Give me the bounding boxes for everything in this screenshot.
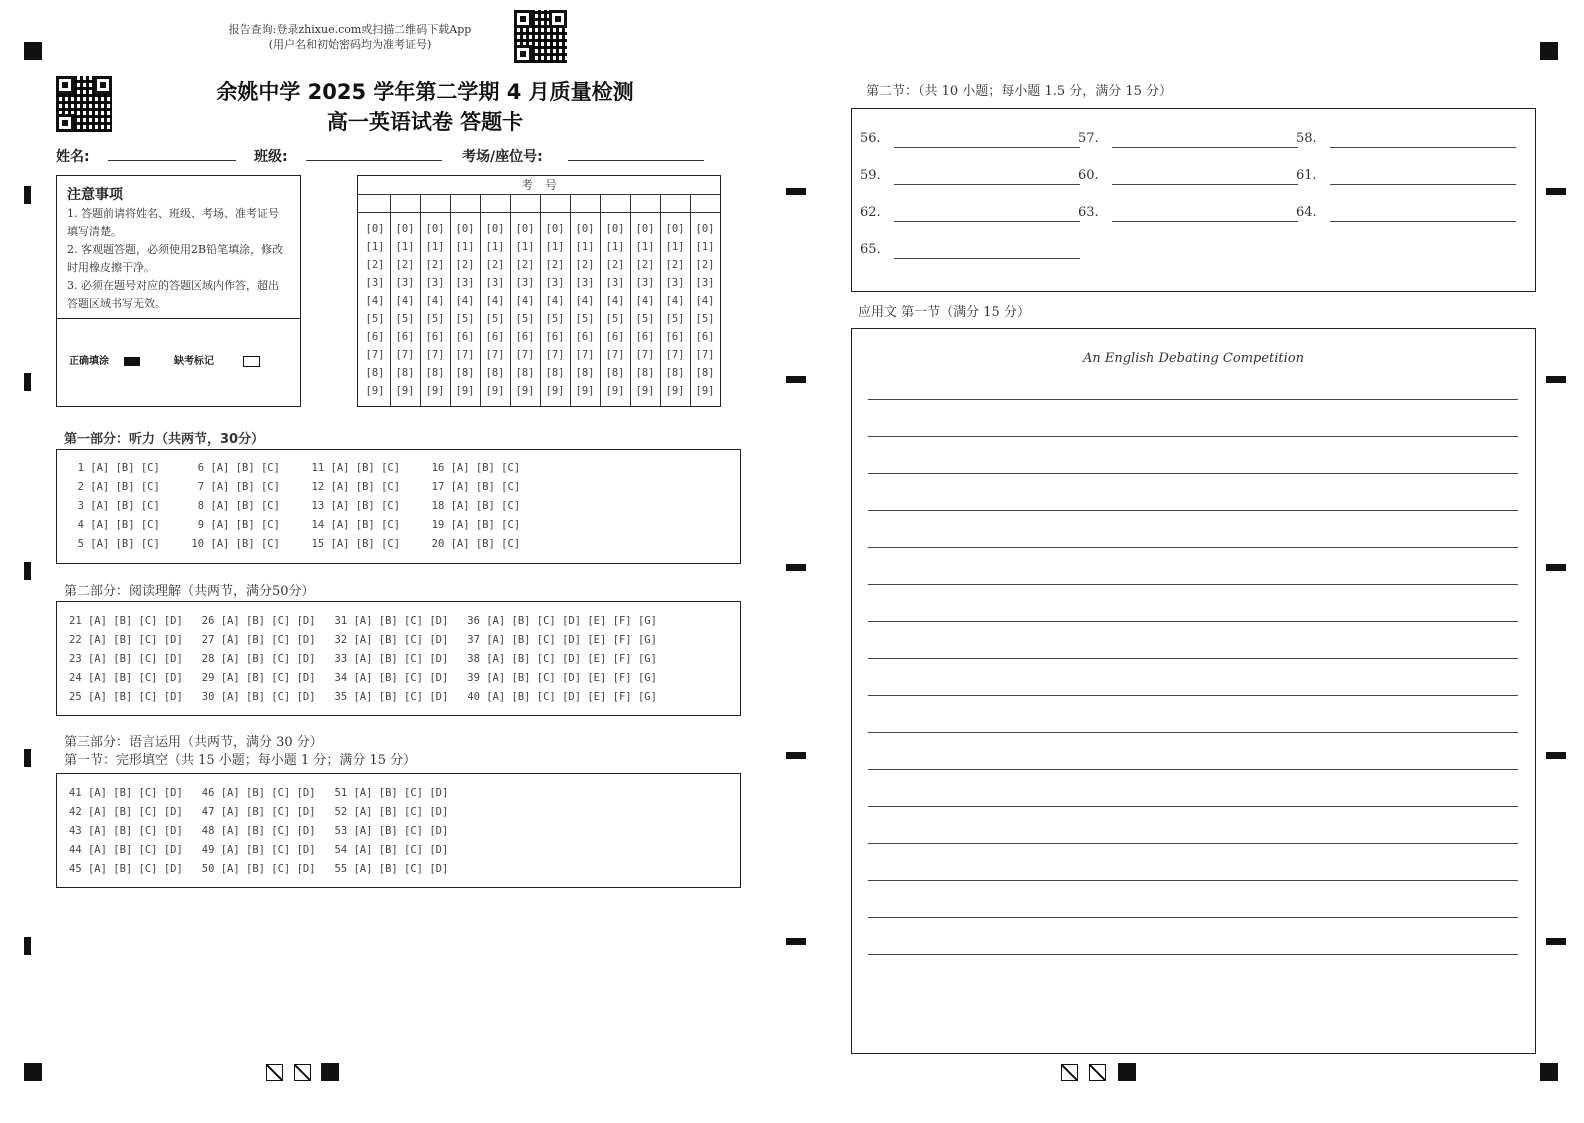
side-mark (24, 562, 31, 580)
timing-mark (1546, 938, 1566, 945)
blank-number: 59. (860, 168, 881, 183)
part2-heading: 第二部分：阅读理解（共两节，满分50分） (64, 584, 315, 599)
absent-checkbox[interactable] (243, 356, 260, 367)
exam-number-column (630, 220, 660, 400)
digit-bubble[interactable]: [2] (665, 259, 685, 271)
digit-bubble[interactable]: [9] (425, 385, 445, 397)
part3-box (56, 773, 741, 888)
writing-box (851, 328, 1536, 1054)
side-mark (24, 186, 31, 204)
digit-bubble[interactable]: [7] (455, 349, 475, 361)
option-row[interactable]: 1 [A] [B] [C] 6 [A] [B] [C] 11 [A] [B] [C] 16 [A] [B] [C] (65, 462, 521, 474)
digit-bubble[interactable]: [6] (365, 331, 385, 343)
blank-answer-line[interactable] (894, 207, 1080, 222)
digit-bubble[interactable]: [1] (695, 241, 715, 253)
blank-answer-line[interactable] (894, 244, 1080, 259)
writing-line[interactable] (868, 695, 1518, 696)
digit-bubble[interactable]: [6] (665, 331, 685, 343)
digit-bubble[interactable]: [6] (545, 331, 565, 343)
digit-bubble[interactable]: [7] (485, 349, 505, 361)
writing-title: An English Debating Competition (1082, 351, 1305, 366)
exam-number-column (510, 220, 540, 400)
notice-item: 1. 答题前请将姓名、班级、考场、准考证号填写清楚。 (67, 207, 279, 238)
digit-bubble[interactable]: [0] (485, 223, 505, 235)
absent-label: 缺考标记 (173, 356, 214, 367)
option-row[interactable]: 41 [A] [B] [C] [D] 46 [A] [B] [C] [D] 51 [A] [B] [C] [D] (69, 787, 449, 799)
blank-answer-line[interactable] (1330, 170, 1516, 185)
notice-box (56, 175, 301, 407)
footer-mark-right (1118, 1063, 1136, 1081)
digit-bubble[interactable]: [3] (395, 277, 415, 289)
digit-bubble[interactable]: [8] (635, 367, 655, 379)
blank-number: 58. (1296, 131, 1317, 146)
digit-bubble[interactable]: [9] (395, 385, 415, 397)
option-row[interactable]: 24 [A] [B] [C] [D] 29 [A] [B] [C] [D] 34 [A] [B] [C] [D] 39 [A] [B] [C] [D] [E] [F] [G] (69, 672, 657, 684)
notice-title: 注意事项 (67, 187, 123, 203)
digit-bubble[interactable]: [7] (575, 349, 595, 361)
class-field[interactable] (306, 146, 442, 161)
title-line1: 余姚中学 2025 学年第二学期 4 月质量检测 (216, 80, 634, 104)
option-row[interactable]: 22 [A] [B] [C] [D] 27 [A] [B] [C] [D] 32 [A] [B] [C] [D] 37 [A] [B] [C] [D] [E] [F] [G] (69, 634, 657, 646)
footer-mark-left (321, 1063, 339, 1081)
corner-mark-bottom-left (24, 1063, 42, 1081)
exam-number-write-row[interactable] (358, 194, 720, 213)
writing-line[interactable] (868, 547, 1518, 548)
digit-bubble[interactable]: [0] (545, 223, 565, 235)
corner-mark-bottom-right (1540, 1063, 1558, 1081)
digit-bubble[interactable]: [5] (665, 313, 685, 325)
digit-bubble[interactable]: [2] (635, 259, 655, 271)
option-row[interactable]: 5 [A] [B] [C] 10 [A] [B] [C] 15 [A] [B] [C] 20 [A] [B] [C] (65, 538, 521, 550)
correct-fill-label: 正确填涂 (69, 356, 109, 367)
timing-mark (1546, 188, 1566, 195)
digit-bubble[interactable]: [6] (695, 331, 715, 343)
writing-line[interactable] (868, 510, 1518, 511)
option-row[interactable]: 4 [A] [B] [C] 9 [A] [B] [C] 14 [A] [B] [C] 19 [A] [B] [C] (65, 519, 521, 531)
timing-mark (1546, 752, 1566, 759)
writing-line[interactable] (868, 917, 1518, 918)
digit-bubble[interactable]: [1] (605, 241, 625, 253)
timing-mark (1546, 376, 1566, 383)
digit-bubble[interactable]: [6] (635, 331, 655, 343)
blank-number: 57. (1078, 131, 1099, 146)
digit-bubble[interactable]: [9] (665, 385, 685, 397)
qr-code-student (56, 76, 112, 132)
digit-bubble[interactable]: [9] (605, 385, 625, 397)
digit-bubble[interactable]: [5] (545, 313, 565, 325)
title-line2: 高一英语试卷 答题卡 (326, 110, 524, 134)
digit-bubble[interactable]: [0] (605, 223, 625, 235)
notice-list (67, 205, 287, 313)
digit-bubble[interactable]: [9] (485, 385, 505, 397)
footer-slash-box (1061, 1064, 1078, 1081)
side-mark (24, 373, 31, 391)
digit-bubble[interactable]: [4] (515, 295, 535, 307)
digit-bubble[interactable]: [8] (515, 367, 535, 379)
digit-bubble[interactable]: [3] (545, 277, 565, 289)
exam-number-column (480, 220, 510, 400)
digit-bubble[interactable]: [4] (575, 295, 595, 307)
digit-bubble[interactable]: [0] (635, 223, 655, 235)
part2-box (56, 601, 741, 716)
exam-number-column (420, 220, 450, 400)
digit-bubble[interactable]: [3] (485, 277, 505, 289)
digit-bubble[interactable]: [8] (665, 367, 685, 379)
report-hint (200, 22, 500, 52)
digit-bubble[interactable]: [9] (695, 385, 715, 397)
option-row[interactable]: 43 [A] [B] [C] [D] 48 [A] [B] [C] [D] 53 [A] [B] [C] [D] (69, 825, 449, 837)
digit-bubble[interactable]: [6] (485, 331, 505, 343)
exam-number-grid (357, 175, 721, 407)
digit-bubble[interactable]: [9] (455, 385, 475, 397)
digit-bubble[interactable]: [2] (545, 259, 565, 271)
digit-bubble[interactable]: [3] (515, 277, 535, 289)
digit-bubble[interactable]: [5] (425, 313, 445, 325)
digit-bubble[interactable]: [7] (395, 349, 415, 361)
digit-bubble[interactable]: [0] (695, 223, 715, 235)
exam-number-column (690, 220, 720, 400)
digit-bubble[interactable]: [0] (425, 223, 445, 235)
digit-bubble[interactable]: [1] (515, 241, 535, 253)
page-title (150, 76, 700, 136)
digit-bubble[interactable]: [4] (395, 295, 415, 307)
writing-line[interactable] (868, 954, 1518, 955)
digit-bubble[interactable]: [3] (575, 277, 595, 289)
section2-heading: 第二节：（共 10 小题；每小题 1.5 分，满分 15 分） (866, 84, 1173, 99)
digit-bubble[interactable]: [6] (455, 331, 475, 343)
exam-number-title: 考 号 (358, 176, 720, 195)
digit-bubble[interactable]: [8] (365, 367, 385, 379)
digit-bubble[interactable]: [2] (455, 259, 475, 271)
digit-bubble[interactable]: [0] (575, 223, 595, 235)
writing-line[interactable] (868, 621, 1518, 622)
writing-line[interactable] (868, 806, 1518, 807)
digit-bubble[interactable]: [5] (695, 313, 715, 325)
writing-line[interactable] (868, 473, 1518, 474)
timing-mark (786, 938, 806, 945)
writing-heading: 应用文 第一节（满分 15 分） (858, 305, 1030, 320)
timing-mark (786, 564, 806, 571)
digit-bubble[interactable]: [5] (485, 313, 505, 325)
digit-bubble[interactable]: [1] (395, 241, 415, 253)
corner-mark-top-left (24, 42, 42, 60)
footer-slash-box (294, 1064, 311, 1081)
exam-number-column (360, 220, 390, 400)
writing-line[interactable] (868, 843, 1518, 844)
digit-bubble[interactable]: [2] (695, 259, 715, 271)
digit-bubble[interactable]: [0] (395, 223, 415, 235)
digit-bubble[interactable]: [2] (575, 259, 595, 271)
digit-bubble[interactable]: [6] (425, 331, 445, 343)
digit-bubble[interactable]: [2] (395, 259, 415, 271)
part3-heading: 第三部分：语言运用（共两节，满分 30 分） (64, 735, 323, 750)
part1-heading: 第一部分：听力（共两节，30分） (64, 432, 265, 447)
digit-bubble[interactable]: [1] (425, 241, 445, 253)
part1-options (65, 459, 520, 554)
timing-mark (786, 376, 806, 383)
digit-bubble[interactable]: [7] (545, 349, 565, 361)
exam-number-column (570, 220, 600, 400)
blank-number: 65. (860, 242, 881, 257)
digit-bubble[interactable]: [7] (665, 349, 685, 361)
name-field[interactable] (108, 146, 236, 161)
digit-bubble[interactable]: [9] (365, 385, 385, 397)
blank-answer-line[interactable] (1330, 133, 1516, 148)
digit-bubble[interactable]: [6] (575, 331, 595, 343)
digit-bubble[interactable]: [4] (695, 295, 715, 307)
blank-answer-line[interactable] (1112, 170, 1298, 185)
digit-bubble[interactable]: [8] (545, 367, 565, 379)
notice-item: 2. 客观题答题，必须使用2B铅笔填涂，修改时用橡皮擦干净。 (67, 243, 284, 274)
digit-bubble[interactable]: [1] (635, 241, 655, 253)
part2-options (69, 612, 657, 707)
option-row[interactable]: 45 [A] [B] [C] [D] 50 [A] [B] [C] [D] 55 [A] [B] [C] [D] (69, 863, 449, 875)
option-row[interactable]: 23 [A] [B] [C] [D] 28 [A] [B] [C] [D] 33 [A] [B] [C] [D] 38 [A] [B] [C] [D] [E] [F] [G] (69, 653, 657, 665)
writing-line[interactable] (868, 880, 1518, 881)
exam-number-column (600, 220, 630, 400)
option-row[interactable]: 2 [A] [B] [C] 7 [A] [B] [C] 12 [A] [B] [C] 17 [A] [B] [C] (65, 481, 521, 493)
digit-bubble[interactable]: [2] (485, 259, 505, 271)
blank-answer-line[interactable] (1112, 133, 1298, 148)
digit-bubble[interactable]: [3] (425, 277, 445, 289)
digit-bubble[interactable]: [3] (605, 277, 625, 289)
writing-line[interactable] (868, 399, 1518, 400)
side-mark (24, 749, 31, 767)
corner-mark-top-right (1540, 42, 1558, 60)
digit-bubble[interactable]: [3] (665, 277, 685, 289)
blank-number: 62. (860, 205, 881, 220)
option-row[interactable]: 21 [A] [B] [C] [D] 26 [A] [B] [C] [D] 31 [A] [B] [C] [D] 36 [A] [B] [C] [D] [E] [F] [G] (69, 615, 657, 627)
digit-bubble[interactable]: [9] (575, 385, 595, 397)
timing-mark (786, 188, 806, 195)
part3-subheading: 第一节：完形填空（共 15 小题；每小题 1 分；满分 15 分） (64, 753, 417, 768)
digit-bubble[interactable]: [5] (455, 313, 475, 325)
digit-bubble[interactable]: [5] (635, 313, 655, 325)
timing-mark (1546, 564, 1566, 571)
exam-number-column (450, 220, 480, 400)
timing-mark (786, 752, 806, 759)
digit-bubble[interactable]: [4] (635, 295, 655, 307)
digit-bubble[interactable]: [6] (395, 331, 415, 343)
digit-bubble[interactable]: [7] (515, 349, 535, 361)
side-mark (24, 937, 31, 955)
correct-fill-swatch (124, 357, 140, 366)
digit-bubble[interactable]: [7] (425, 349, 445, 361)
digit-bubble[interactable]: [1] (545, 241, 565, 253)
digit-bubble[interactable]: [5] (515, 313, 535, 325)
blank-number: 60. (1078, 168, 1099, 183)
digit-bubble[interactable]: [4] (365, 295, 385, 307)
digit-bubble[interactable]: [7] (365, 349, 385, 361)
section2-box (851, 108, 1536, 292)
digit-bubble[interactable]: [3] (695, 277, 715, 289)
blank-number: 61. (1296, 168, 1317, 183)
digit-bubble[interactable]: [7] (635, 349, 655, 361)
option-row[interactable]: 44 [A] [B] [C] [D] 49 [A] [B] [C] [D] 54 [A] [B] [C] [D] (69, 844, 449, 856)
digit-bubble[interactable]: [2] (365, 259, 385, 271)
writing-line[interactable] (868, 584, 1518, 585)
digit-bubble[interactable]: [4] (425, 295, 445, 307)
digit-bubble[interactable]: [8] (695, 367, 715, 379)
writing-line[interactable] (868, 732, 1518, 733)
fill-legend (69, 352, 260, 367)
digit-bubble[interactable]: [6] (515, 331, 535, 343)
name-label: 姓名: (56, 149, 90, 165)
digit-bubble[interactable]: [3] (365, 277, 385, 289)
digit-bubble[interactable]: [3] (635, 277, 655, 289)
digit-bubble[interactable]: [1] (575, 241, 595, 253)
digit-bubble[interactable]: [0] (665, 223, 685, 235)
digit-bubble[interactable]: [8] (605, 367, 625, 379)
blank-answer-line[interactable] (894, 133, 1080, 148)
digit-bubble[interactable]: [5] (575, 313, 595, 325)
seat-field[interactable] (568, 146, 704, 161)
digit-bubble[interactable]: [8] (425, 367, 445, 379)
digit-bubble[interactable]: [4] (455, 295, 475, 307)
digit-bubble[interactable]: [3] (455, 277, 475, 289)
footer-slash-box (1089, 1064, 1106, 1081)
digit-bubble[interactable]: [1] (485, 241, 505, 253)
qr-code-download (514, 10, 567, 63)
digit-bubble[interactable]: [4] (605, 295, 625, 307)
digit-bubble[interactable]: [1] (455, 241, 475, 253)
blank-answer-line[interactable] (1330, 207, 1516, 222)
digit-bubble[interactable]: [0] (365, 223, 385, 235)
option-row[interactable]: 25 [A] [B] [C] [D] 30 [A] [B] [C] [D] 35 [A] [B] [C] [D] 40 [A] [B] [C] [D] [E] [F] [G] (69, 691, 657, 703)
part3-options (69, 784, 448, 879)
digit-bubble[interactable]: [4] (485, 295, 505, 307)
digit-bubble[interactable]: [7] (695, 349, 715, 361)
digit-bubble[interactable]: [5] (365, 313, 385, 325)
digit-bubble[interactable]: [6] (605, 331, 625, 343)
digit-bubble[interactable]: [9] (515, 385, 535, 397)
seat-label: 考场/座位号: (462, 149, 543, 165)
exam-number-column (390, 220, 420, 400)
report-hint-line2: (用户名和初始密码均为准考证号) (268, 38, 432, 51)
digit-bubble[interactable]: [2] (605, 259, 625, 271)
blank-number: 63. (1078, 205, 1099, 220)
digit-bubble[interactable]: [8] (455, 367, 475, 379)
blank-number: 64. (1296, 205, 1317, 220)
digit-bubble[interactable]: [0] (515, 223, 535, 235)
report-hint-line1: 报告查询:登录zhixue.com或扫描二维码下载App (228, 23, 472, 36)
exam-number-column (540, 220, 570, 400)
digit-bubble[interactable]: [7] (605, 349, 625, 361)
footer-slash-box (266, 1064, 283, 1081)
writing-line[interactable] (868, 658, 1518, 659)
option-row[interactable]: 42 [A] [B] [C] [D] 47 [A] [B] [C] [D] 52 [A] [B] [C] [D] (69, 806, 449, 818)
digit-bubble[interactable]: [9] (545, 385, 565, 397)
writing-line[interactable] (868, 436, 1518, 437)
digit-bubble[interactable]: [4] (665, 295, 685, 307)
writing-line[interactable] (868, 769, 1518, 770)
digit-bubble[interactable]: [9] (635, 385, 655, 397)
digit-bubble[interactable]: [8] (395, 367, 415, 379)
blank-answer-line[interactable] (1112, 207, 1298, 222)
digit-bubble[interactable]: [2] (425, 259, 445, 271)
option-row[interactable]: 3 [A] [B] [C] 8 [A] [B] [C] 13 [A] [B] [C] 18 [A] [B] [C] (65, 500, 521, 512)
digit-bubble[interactable]: [5] (395, 313, 415, 325)
exam-number-column (660, 220, 690, 400)
part1-box (56, 449, 741, 564)
digit-bubble[interactable]: [2] (515, 259, 535, 271)
blank-number: 56. (860, 131, 881, 146)
digit-bubble[interactable]: [0] (455, 223, 475, 235)
notice-divider (57, 318, 300, 319)
digit-bubble[interactable]: [1] (665, 241, 685, 253)
digit-bubble[interactable]: [1] (365, 241, 385, 253)
digit-bubble[interactable]: [8] (575, 367, 595, 379)
digit-bubble[interactable]: [5] (605, 313, 625, 325)
class-label: 班级: (254, 149, 288, 165)
notice-item: 3. 必须在题号对应的答题区域内作答，超出答题区域书写无效。 (67, 279, 279, 310)
digit-bubble[interactable]: [8] (485, 367, 505, 379)
digit-bubble[interactable]: [4] (545, 295, 565, 307)
blank-answer-line[interactable] (894, 170, 1080, 185)
